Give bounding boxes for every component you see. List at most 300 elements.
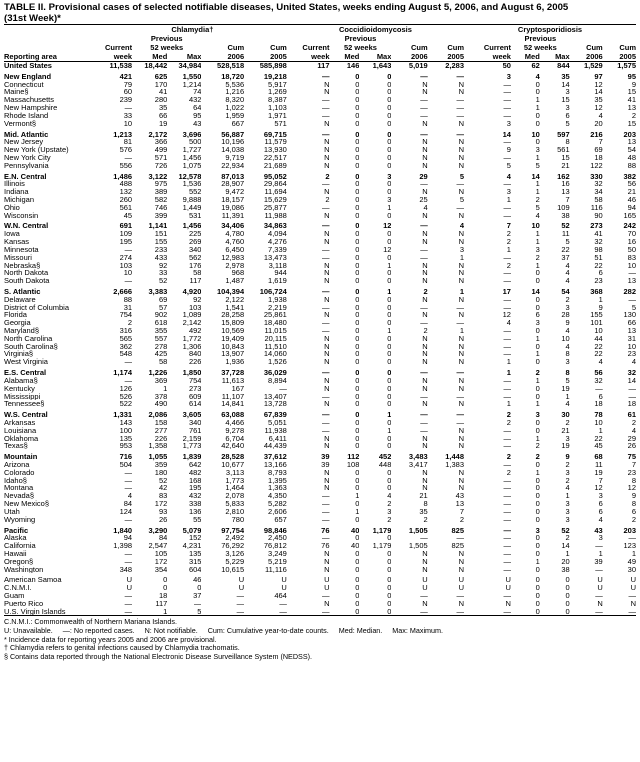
current-label: Current [302, 43, 330, 52]
value-cell: 52 [158, 277, 168, 285]
value-cell: 146 [346, 61, 360, 70]
value-cell: 2,159 [182, 434, 202, 443]
value-cell: N [324, 358, 330, 367]
value-cell: — [503, 211, 511, 220]
value-cell: 490 [154, 400, 168, 409]
value-cell: — [322, 492, 330, 501]
value-cell: N [422, 80, 428, 89]
value-cell: 3 [506, 119, 511, 128]
value-cell: 3,696 [182, 130, 202, 139]
value-cell: 10 [594, 418, 603, 427]
value-cell: 84 [158, 534, 168, 543]
value-cell: 13,728 [263, 400, 287, 409]
value-cell: — [124, 557, 133, 566]
value-cell: 25 [419, 196, 428, 204]
value-cell: 6 [535, 311, 540, 320]
value-cell: 68 [594, 453, 603, 461]
value-cell: 88 [627, 161, 636, 170]
value-cell: 20,115 [264, 334, 287, 343]
value-cell: 0 [387, 253, 392, 262]
table-row [4, 254, 636, 262]
value-cell: N [324, 119, 330, 128]
value-cell: — [124, 515, 133, 524]
value-cell: 28,907 [221, 180, 245, 189]
value-cell: 0 [355, 311, 360, 320]
reporting-area-cell: District of Columbia [4, 303, 70, 312]
value-cell: — [428, 608, 464, 616]
value-cell: 5 [565, 376, 570, 385]
value-cell: — [503, 180, 511, 189]
value-cell: 13 [627, 327, 636, 335]
table-row [4, 550, 636, 558]
value-cell: 5,536 [225, 80, 245, 89]
value-cell: — [503, 138, 511, 147]
value-cell: 0 [387, 599, 392, 608]
value-cell: 1,643 [372, 61, 392, 70]
value-cell: 0 [355, 230, 360, 239]
value-cell: 54 [561, 287, 570, 296]
value-cell: 1 [387, 426, 392, 435]
value-cell: 3,383 [148, 287, 168, 296]
value-cell: 39 [594, 557, 603, 566]
value-cell: 105 [154, 549, 168, 558]
value-cell: 2 [506, 230, 511, 239]
reporting-area-cell: Oklahoma [4, 434, 39, 443]
value-cell: 0 [355, 584, 360, 592]
value-cell: 0 [565, 576, 570, 585]
reporting-area-cell: S. Atlantic [4, 287, 41, 296]
value-cell: N [422, 400, 428, 409]
value-cell: U [324, 576, 330, 585]
reporting-area-cell: Arizona [4, 461, 30, 469]
value-cell: 2 [565, 295, 570, 304]
value-cell: 12,578 [178, 172, 202, 181]
value-cell: 32 [594, 376, 603, 385]
value-cell: 0 [355, 369, 360, 377]
table-row [4, 246, 636, 254]
year-2005-label: 2005 [603, 52, 636, 62]
value-cell: 0 [355, 287, 360, 296]
value-cell: — [322, 327, 330, 335]
value-cell: N [458, 334, 465, 343]
value-cell: 13 [455, 500, 465, 508]
value-cell: 1,174 [113, 369, 133, 377]
value-cell: 2 [535, 196, 540, 204]
value-cell: — [124, 599, 133, 608]
value-cell: — [322, 319, 330, 327]
reporting-area-cell: Wyoming [4, 515, 36, 524]
value-cell: — [322, 392, 330, 401]
value-cell: 0 [535, 358, 540, 367]
value-cell: 0 [387, 549, 392, 558]
value-cell: 5,229 [225, 557, 245, 566]
value-cell: 25,877 [263, 203, 287, 212]
region-row [4, 369, 636, 377]
value-cell: 274 [119, 253, 133, 262]
value-cell: — [244, 608, 287, 616]
value-cell: N [324, 261, 330, 270]
value-cell: N [422, 88, 428, 97]
value-cell: N [422, 384, 428, 393]
value-cell: 76 [321, 542, 330, 550]
value-cell: 0 [355, 376, 360, 385]
value-cell: 10 [594, 327, 603, 335]
value-cell: 15 [627, 88, 636, 97]
value-cell: 726 [154, 161, 168, 170]
value-cell: — [456, 534, 465, 543]
table-row [4, 427, 636, 435]
value-cell: 1 [535, 153, 540, 162]
value-cell: 2 [325, 196, 330, 204]
value-cell: U [126, 584, 133, 592]
value-cell: 0 [387, 180, 392, 189]
value-cell: 0 [535, 492, 540, 501]
value-cell: 5 [565, 238, 570, 246]
value-cell: 92 [158, 261, 168, 270]
value-cell: 1 [459, 287, 465, 296]
value-cell: — [124, 245, 133, 254]
value-cell: 754 [119, 311, 133, 320]
value-cell: 37,728 [221, 369, 245, 377]
value-cell: 2,450 [268, 534, 287, 543]
table-row [4, 534, 636, 542]
value-cell: 1,505 [408, 526, 428, 535]
value-cell: 11,579 [264, 138, 287, 147]
value-cell: 3 [535, 526, 540, 535]
value-cell: 70 [627, 230, 636, 239]
value-cell: — [124, 592, 133, 600]
value-cell: 0 [355, 153, 360, 162]
value-cell: 0 [535, 119, 540, 128]
value-cell: 0 [535, 295, 540, 304]
value-cell: 226 [188, 358, 202, 367]
value-cell: 9,719 [225, 153, 245, 162]
value-cell: 4 [631, 426, 636, 435]
value-cell: 5,219 [268, 557, 287, 566]
value-cell: N [458, 238, 465, 246]
table-row [4, 238, 636, 246]
value-cell: 499 [154, 146, 168, 154]
value-cell: 1 [535, 104, 540, 112]
value-cell: 10 [531, 130, 540, 139]
value-cell: 975 [154, 180, 168, 189]
value-cell: — [456, 392, 465, 401]
year-2006-label: 2006 [201, 52, 244, 62]
value-cell: N [458, 269, 465, 278]
reporting-area-cell: Virginia§ [4, 350, 34, 359]
value-cell: — [503, 442, 511, 451]
value-cell: 7 [631, 461, 636, 469]
value-cell: U [630, 584, 636, 592]
value-cell: 8,894 [268, 376, 287, 385]
table-row [4, 516, 636, 524]
value-cell: 0 [387, 277, 392, 285]
value-cell: N [324, 468, 330, 477]
value-cell: 79 [123, 80, 133, 89]
table-row [4, 335, 636, 343]
cum-label: Cum [411, 43, 428, 52]
value-cell: 90 [594, 211, 603, 220]
value-cell: — [456, 418, 465, 427]
value-cell: 2 [565, 534, 570, 543]
value-cell: 0 [355, 238, 360, 246]
value-cell: — [503, 376, 511, 385]
value-cell: 9 [598, 303, 603, 312]
value-cell: 8,387 [268, 96, 287, 105]
table-row [4, 154, 636, 162]
value-cell: 155 [590, 311, 603, 320]
value-cell: 761 [188, 426, 202, 435]
value-cell: 10,196 [221, 138, 245, 147]
value-cell: 32 [594, 180, 603, 189]
value-cell: 92 [193, 295, 202, 304]
value-cell: 56,887 [221, 130, 245, 139]
week-label: week [287, 52, 330, 62]
value-cell: 28,528 [221, 453, 245, 461]
value-cell: 22 [561, 245, 570, 254]
table-row [4, 188, 636, 196]
value-cell: 571 [154, 153, 168, 162]
value-cell: 0 [387, 230, 392, 239]
value-cell: 18,720 [221, 72, 245, 81]
value-cell: — [628, 592, 636, 600]
value-cell: 3 [506, 188, 511, 196]
value-cell: N [458, 599, 465, 608]
value-cell: 0 [535, 418, 540, 427]
region-row [4, 62, 636, 70]
value-cell: 30 [561, 411, 570, 419]
table-row [4, 566, 636, 574]
reporting-area-cell: Maine§ [4, 88, 29, 97]
value-cell: 6 [631, 507, 636, 516]
value-cell: N [458, 468, 465, 477]
table-row [4, 204, 636, 212]
value-cell: 3 [565, 468, 570, 477]
value-cell: 433 [154, 253, 168, 262]
table-title [4, 0, 636, 24]
value-cell: 3 [387, 507, 392, 516]
cum-label: Cum [619, 43, 636, 52]
value-cell: 2 [506, 411, 511, 419]
value-cell: 2,078 [225, 492, 245, 501]
value-cell: N [422, 238, 428, 246]
value-cell: 203 [623, 526, 636, 535]
value-cell: 11,391 [221, 211, 245, 220]
value-cell: 0 [535, 277, 540, 285]
value-cell: 12 [502, 311, 511, 320]
value-cell: — [322, 303, 330, 312]
value-cell: — [456, 72, 465, 81]
value-cell: N [324, 80, 330, 89]
reporting-area-cell: New Mexico§ [4, 500, 50, 508]
value-cell: 1,486 [113, 172, 133, 181]
value-cell: 1,536 [182, 180, 202, 189]
value-cell: 0 [387, 434, 392, 443]
table-row [4, 319, 636, 327]
value-cell: 132 [119, 188, 133, 196]
value-cell: 22 [594, 350, 603, 359]
value-cell: 1,022 [225, 104, 245, 112]
value-cell: N [458, 161, 465, 170]
value-cell: 6 [598, 269, 603, 278]
value-cell: 51 [594, 253, 603, 262]
reporting-area-cell: North Carolina [4, 334, 53, 343]
value-cell: 3,483 [408, 453, 428, 461]
value-cell: 180 [154, 468, 168, 477]
value-cell: 8,320 [225, 96, 245, 105]
value-cell: 2 [127, 319, 133, 327]
value-cell: 0 [355, 88, 360, 97]
value-cell: 1 [565, 392, 570, 401]
value-cell: 2,086 [148, 411, 168, 419]
reporting-area-cell: W.S. Central [4, 411, 48, 419]
reporting-area-cell: Illinois [4, 180, 25, 189]
value-cell: — [124, 376, 133, 385]
value-cell: 0 [387, 592, 392, 600]
value-cell: 21,689 [263, 161, 287, 170]
value-cell: 42,640 [221, 442, 245, 451]
table-row [4, 112, 636, 120]
value-cell: 34,984 [178, 61, 202, 70]
value-cell: — [322, 592, 330, 600]
value-cell: — [503, 350, 511, 359]
value-cell: 1,619 [268, 277, 287, 285]
value-cell: 38 [561, 565, 570, 574]
value-cell: 35 [419, 507, 428, 516]
value-cell: 203 [623, 130, 636, 139]
value-cell: N [324, 211, 330, 220]
value-cell: — [503, 592, 511, 600]
title-text: TABLE II. Provisional cases of selected notifiable diseases, United States, weeks ending August 5, 2006, and August 6, 2005 [4, 2, 569, 13]
value-cell: 43 [455, 492, 465, 501]
value-cell: 0 [355, 468, 360, 477]
value-cell: 531 [188, 211, 202, 220]
table-row [4, 262, 636, 270]
value-cell: N [324, 599, 330, 608]
value-cell: 109 [557, 203, 570, 212]
value-cell: 0 [535, 269, 540, 278]
value-cell: 4,760 [225, 238, 245, 246]
value-cell: 46 [627, 196, 636, 204]
value-cell: 0 [355, 515, 360, 524]
value-cell: 3 [565, 507, 570, 516]
value-cell: 0 [387, 161, 392, 170]
value-cell: 7 [459, 507, 465, 516]
value-cell: 2,283 [445, 61, 465, 70]
value-cell: 1 [535, 96, 540, 105]
value-cell: 8 [565, 369, 570, 377]
disease-cryptosporidiosis: Cryptosporidiosis [517, 25, 583, 34]
reporting-area-cell: West Virginia [4, 358, 48, 367]
value-cell: N [458, 119, 465, 128]
value-cell: — [503, 507, 511, 516]
value-cell: 1,448 [445, 453, 465, 461]
value-cell: 8 [631, 500, 636, 508]
value-cell: 0 [535, 327, 540, 335]
value-cell: — [628, 295, 636, 304]
value-cell: U [597, 584, 603, 592]
value-cell: 0 [387, 400, 392, 409]
value-cell: 20 [561, 557, 570, 566]
value-cell: — [322, 245, 330, 254]
value-cell: 69 [158, 295, 168, 304]
reporting-area-cell: C.N.M.I. [4, 584, 32, 592]
reporting-area-cell: Utah [4, 507, 20, 516]
value-cell: — [503, 303, 511, 312]
value-cell: N [458, 146, 465, 154]
value-cell: 561 [557, 146, 570, 154]
value-cell: 1 [535, 350, 540, 359]
value-cell: N [630, 599, 636, 608]
value-cell: 2,492 [225, 534, 245, 543]
value-cell: — [503, 80, 511, 89]
value-cell: — [503, 534, 511, 543]
value-cell: 500 [188, 138, 202, 147]
value-cell: 94 [627, 203, 636, 212]
value-cell: 0 [355, 277, 360, 285]
value-cell: 0 [355, 245, 360, 254]
value-cell: 399 [154, 211, 168, 220]
value-cell: 1 [355, 492, 360, 501]
value-cell: 11,116 [265, 565, 287, 574]
value-cell: N [458, 153, 465, 162]
value-cell: 38 [561, 211, 570, 220]
value-cell: 5 [535, 161, 540, 170]
value-cell: 242 [623, 222, 636, 231]
value-cell: 50 [502, 61, 511, 70]
value-cell: 4 [423, 203, 428, 212]
value-cell: 162 [557, 172, 570, 181]
value-cell: — [420, 426, 428, 435]
value-cell: 382 [623, 172, 636, 181]
value-cell: — [503, 434, 511, 443]
value-cell: 0 [355, 334, 360, 343]
reporting-area-cell: South Dakota [4, 277, 50, 285]
value-cell: 25,861 [263, 311, 287, 320]
value-cell: — [456, 111, 465, 120]
value-cell: 106,724 [259, 287, 287, 296]
value-cell: — [420, 303, 428, 312]
value-cell: 32 [627, 369, 636, 377]
table-row [4, 500, 636, 508]
value-cell: 56 [594, 369, 603, 377]
value-cell: 97,754 [221, 526, 245, 535]
value-cell: 95,052 [263, 172, 287, 181]
region-row [4, 222, 636, 230]
value-cell: 2 [325, 172, 330, 181]
value-cell: 5,917 [268, 80, 287, 89]
value-cell: N [422, 295, 428, 304]
value-cell: 0 [387, 88, 392, 97]
reporting-area-cell: Indiana [4, 188, 29, 196]
value-cell: 4 [506, 172, 511, 181]
value-cell: 0 [355, 599, 360, 608]
year-2006-label: 2006 [391, 52, 427, 62]
value-cell: 354 [154, 565, 168, 574]
value-cell: 3 [565, 515, 570, 524]
value-cell: 0 [535, 507, 540, 516]
value-cell: 1 [565, 549, 570, 558]
value-cell: 1,541 [225, 303, 245, 312]
value-cell: N [324, 557, 330, 566]
week-label: week [464, 52, 511, 62]
value-cell: 2 [423, 515, 428, 524]
value-cell: N [422, 277, 428, 285]
value-cell: — [279, 384, 287, 393]
table-row [4, 304, 636, 312]
value-cell: 0 [535, 515, 540, 524]
year-2006-label: 2006 [570, 52, 603, 62]
